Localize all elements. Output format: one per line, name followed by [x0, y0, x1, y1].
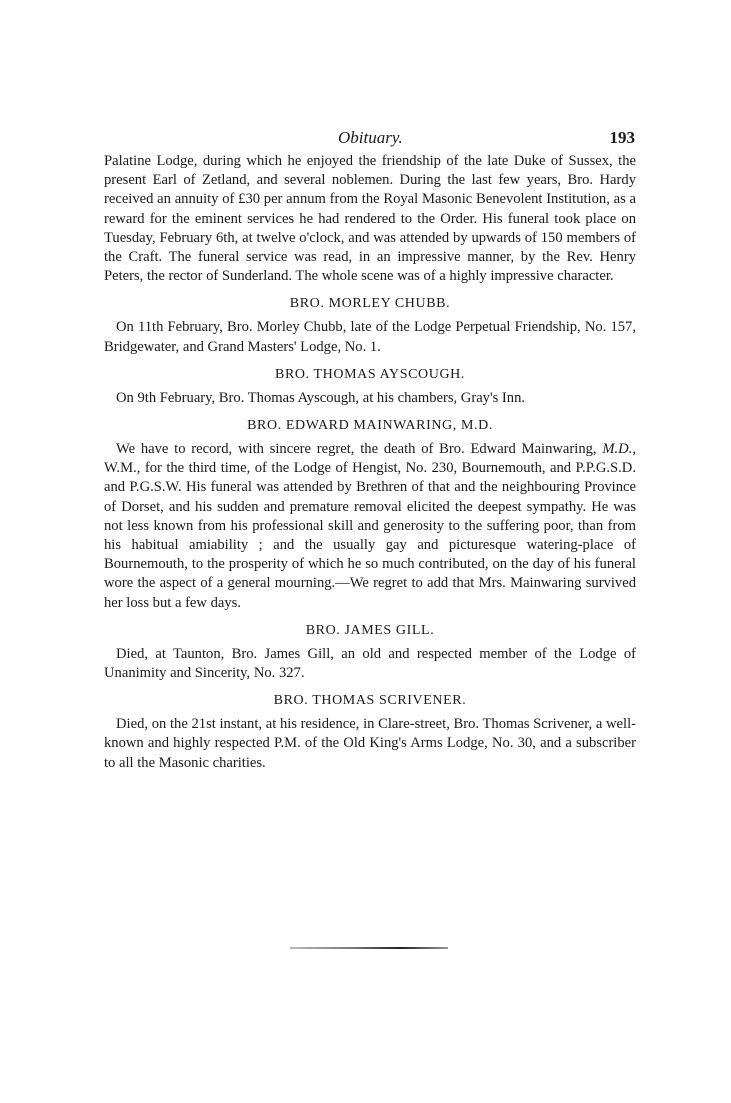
obituary-entry-scrivener — [104, 693, 636, 773]
page-number: 193 — [609, 128, 635, 147]
entry-heading: BRO. MORLEY CHUBB. — [289, 296, 451, 312]
entry-body: Died, at Taunton, Bro. James Gill, an old and respected member of the Lodge of Unanimity and Sincerity, No. 327. — [104, 645, 636, 682]
obituary-entry-chubb — [104, 296, 636, 356]
entry-heading: BRO. THOMAS SCRIVENER. — [273, 693, 467, 709]
entry-body — [104, 440, 636, 613]
end-rule-divider — [290, 947, 448, 949]
entry-heading: BRO. EDWARD MAINWARING, M.D. — [247, 418, 493, 434]
entry-body: On 9th February, Bro. Thomas Ayscough, at his chambers, Gray's Inn. — [116, 389, 526, 406]
running-head-title: Obituary. — [338, 128, 403, 147]
entry-body-lead: We have to record, with sincere regret, the death of Bro. Edward Mainwaring, — [116, 441, 603, 458]
entry-body: Died, on the 21st instant, at his residence, in Clare-street, Bro. Thomas Scrivener, a well-known and highly respected P.M. of the Old King's Arms Lodge, No. 30, and a subscriber to all the Masonic charities. — [104, 716, 636, 771]
running-head — [104, 128, 636, 152]
intro-paragraph: Palatine Lodge, during which he enjoyed the friendship of the late Duke of Sussex, the present Earl of Zetland, and several noblemen. During the last few years, Bro. Hardy received an annuity of £30 per annum from the Royal Masonic Benevolent Institution, as a reward for the eminent services he had rendered to the Order. His funeral took place on Tuesday, February 6th, at twelve o'clock, and was attended by upwards of 150 members of the Craft. The funeral service was read, in an impressive manner, by the Rev. Henry Peters, the rector of Sunderland. The whole scene was of a highly impressive character. — [104, 153, 636, 285]
entry-body: On 11th February, Bro. Morley Chubb, late of the Lodge Perpetual Friendship, No. 157, Bridgewater, and Grand Masters' Lodge, No. 1. — [104, 319, 636, 355]
obituary-entry-ayscough — [104, 367, 636, 408]
obituary-entry-mainwaring — [104, 418, 636, 613]
entry-body-rest: , W.M., for the third time, of the Lodge of Hengist, No. 230, Bournemouth, and P.P.G.S.D. and P.G.S.W. His funeral was attended by Brethren of that and the neighbouring Province of Dorset, and his sudden and premature removal elicited the deepest sympathy. He was not less known from his professional skill and generosity to the suffering poor, than from his habitual amiability ; and the usually gay and picturesque watering-place of Bournemouth, to the prosperity of which he so much contributed, on the day of his funeral wore the aspect of a general mourning.—We regret to add that Mrs. Mainwaring survived her loss but a few days. — [104, 441, 636, 611]
entry-body-italic: M.D. — [602, 441, 633, 458]
obituary-entry-gill — [104, 623, 636, 683]
entry-heading: BRO. JAMES GILL. — [305, 622, 435, 638]
document-page — [104, 128, 636, 773]
entry-heading: BRO. THOMAS AYSCOUGH. — [275, 366, 465, 382]
